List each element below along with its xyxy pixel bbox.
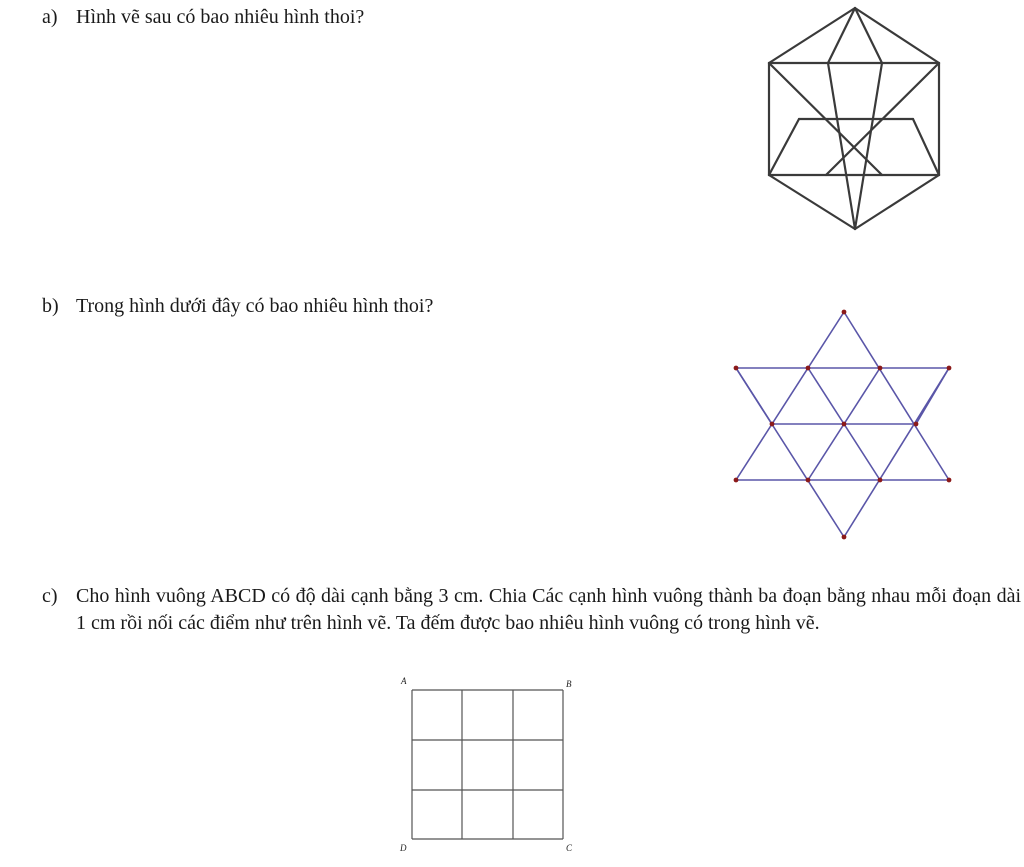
hexagon-edge <box>769 119 799 175</box>
question-a-text: Hình vẽ sau có bao nhiêu hình thoi? <box>76 6 365 28</box>
question-a-label: a) <box>42 6 58 28</box>
star-vertex-point <box>947 478 952 483</box>
star-vertex-point <box>842 535 847 540</box>
star-edge <box>916 368 949 424</box>
corner-label-d: D <box>400 843 407 853</box>
corner-label-b: B <box>566 679 572 689</box>
star-vertex-point <box>914 422 919 427</box>
hexagon-edge <box>855 63 882 229</box>
question-b-text: Trong hình dưới đây có bao nhiêu hình thoi? <box>76 295 434 317</box>
star-vertex-point <box>806 478 811 483</box>
star-edge <box>736 368 772 424</box>
star-figure <box>730 305 960 545</box>
corner-label-a: A <box>401 676 407 686</box>
hexagon-edge <box>769 175 855 229</box>
hexagon-edge <box>828 63 855 229</box>
hexagon-edge <box>855 175 939 229</box>
star-vertex-point <box>734 478 739 483</box>
hexagon-triangle-figure <box>760 0 950 240</box>
question-c-text: Cho hình vuông ABCD có độ dài cạnh bằng 3 cm. Chia Các cạnh hình vuông thành ba đoạn bằng nhau mỗi đoạn dài 1 cm rồi nối các điểm như trên hình vẽ. Ta đếm được bao nhiêu hình vuông có trong hình vẽ. <box>76 585 1021 634</box>
star-vertex-point <box>842 310 847 315</box>
question-c-label: c) <box>42 585 58 607</box>
star-vertex-point <box>878 478 883 483</box>
corner-label-c: C <box>566 843 573 853</box>
square-grid-figure <box>390 672 590 862</box>
star-vertex-point <box>878 366 883 371</box>
star-vertex-point <box>842 422 847 427</box>
star-vertex-point <box>806 366 811 371</box>
star-vertex-point <box>947 366 952 371</box>
star-vertex-point <box>770 422 775 427</box>
question-b-label: b) <box>42 295 59 317</box>
star-edge <box>736 312 844 480</box>
star-vertex-point <box>734 366 739 371</box>
hexagon-edge <box>913 119 939 175</box>
